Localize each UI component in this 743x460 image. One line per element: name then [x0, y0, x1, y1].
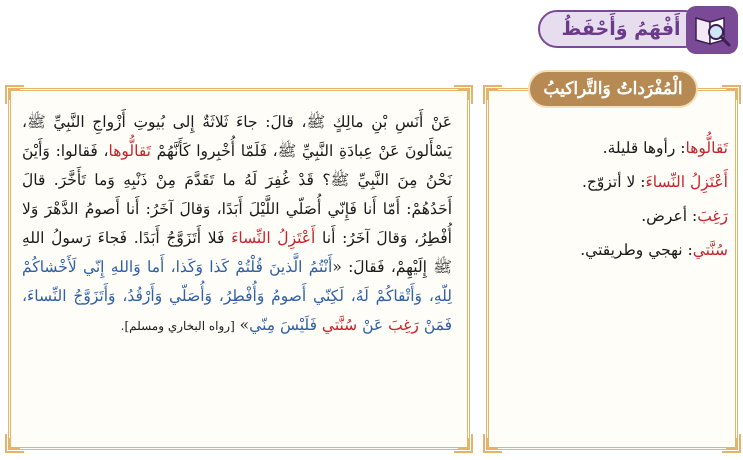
vocab-term: تَقالُّوها	[685, 139, 728, 157]
prophet-speech: أَنْتُمُ الَّذينَ قُلْتُمْ كَذا وَكَذا، أَما وَاللهِ إِنّي لَأَخْشاكُمْ لِلّهِ، وَأَتْقاكُمْ لَهُ، لَكِنّي أَصومُ وَأُفْطِرُ، وَأُصَلّي وَأَرْقُدُ، وَأَتَزَوَّجُ النِّساءَ، فَمَنْ	[22, 258, 452, 334]
vocab-list	[496, 132, 728, 268]
vocab-definition: : لا أتزوّج.	[581, 173, 646, 191]
frame-corner-ornament	[482, 84, 504, 106]
hadith-intro: عَنْ أَنَسِ بْنِ مالِكٍ ﷺ، قالَ: جاءَ ثَلاثَةٌ إِلى بُيوتِ أَزْواجِ النَّبِيِّ ﷺ، يَسْأَلونَ عَنْ عِبادَةِ النَّبِيِّ ﷺ، فَلَمّا أُخْبِروا كَأَنَّهُمْ	[22, 113, 452, 160]
badge-label: أَفْهَمُ وَأَحْفَظُ	[561, 18, 681, 40]
vocab-item	[496, 166, 728, 198]
frame-corner-ornament	[452, 432, 474, 454]
prophet-speech-end: فَلَيْسَ مِنّي	[249, 316, 322, 334]
frame-corner-ornament	[720, 432, 742, 454]
vocab-term: أَعْتَزِلُ النِّساءَ	[645, 173, 728, 191]
vocab-term: رَغِبَ	[697, 207, 728, 225]
vocab-tab	[528, 70, 698, 108]
frame-corner-ornament	[452, 84, 474, 106]
hadith-source: [رواه البخاري ومسلم].	[120, 319, 235, 333]
hadith-middle: ، فَقالوا: وَأَيْنَ نَحْنُ مِنَ النَّبِيِّ ﷺ؟ قَدْ غُفِرَ لَهُ ما تَقَدَّمَ مِنْ ذَنْبِهِ وَما تَأَخَّرَ. قالَ أَحَدُهُمْ: أَمّا أَنا فَإِنّي أُصَلّي اللَّيْلَ أَبَدًا، وَقالَ آخَرُ: أَنا أَصومُ الدَّهْرَ وَلا أُفْطِرُ، وَقالَ آخَرُ: أَنا	[22, 142, 452, 247]
term-sunnati: سُنَّتي	[321, 316, 358, 334]
vocab-definition: : نهجي وطريقتي.	[580, 241, 693, 259]
hadith-transition: فَلا أَتَزَوَّجُ أَبَدًا. فَجاءَ رَسولُ اللهِ ﷺ إِلَيْهِمْ، فَقالَ: «	[22, 229, 452, 276]
book-magnifier-icon	[686, 6, 738, 54]
prophet-speech-link: عَنْ	[357, 316, 389, 334]
vocab-item	[496, 200, 728, 232]
term-raghiba: رَغِبَ	[388, 316, 419, 334]
section-badge	[538, 4, 740, 54]
vocab-term: سُنَّتي	[692, 241, 728, 259]
vocab-definition: : رأوها قليلة.	[602, 139, 686, 157]
term-taqalluha: تَقالُّوها	[108, 142, 151, 160]
frame-corner-ornament	[720, 84, 742, 106]
term-atazil: أَعْتَزِلُ النِّساءَ	[231, 229, 316, 247]
hadith-text	[22, 108, 452, 341]
vocab-item	[496, 234, 728, 266]
badge-pill	[538, 10, 704, 48]
vocab-definition: : أعرض.	[641, 207, 698, 225]
quote-close: »	[234, 316, 250, 334]
frame-corner-ornament	[4, 432, 26, 454]
frame-corner-ornament	[482, 432, 504, 454]
frame-corner-ornament	[4, 84, 26, 106]
vocab-item	[496, 132, 728, 164]
hadith-paragraph	[22, 108, 452, 341]
vocab-tab-label: الْمُفْرَداتُ وَالتَّراكيبُ	[543, 79, 683, 99]
